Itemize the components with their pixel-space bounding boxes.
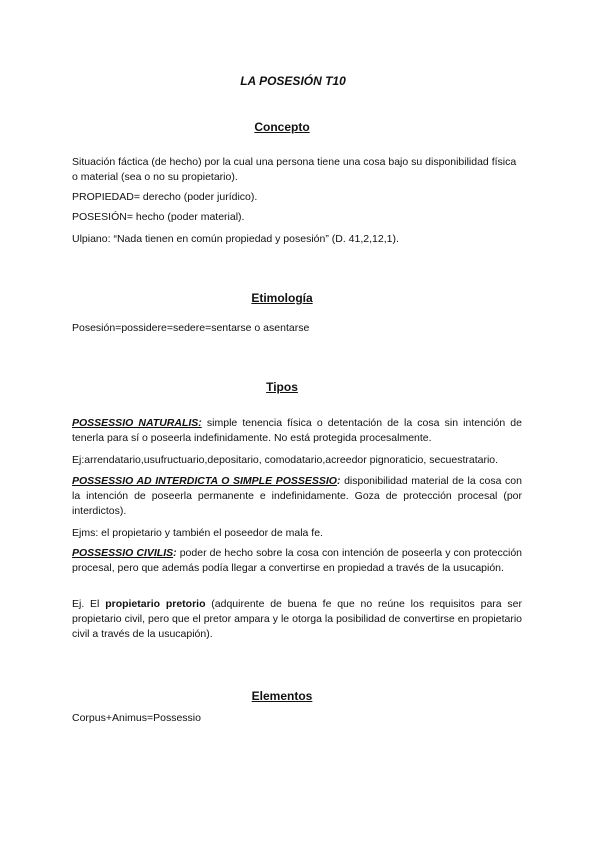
tipo-possessio-naturalis bbox=[72, 416, 522, 446]
concepto-propiedad: PROPIEDAD= derecho (poder jurídico). bbox=[72, 191, 258, 203]
section-heading-tipos: Tipos bbox=[266, 380, 298, 394]
tipo-possessio-ad-interdicta bbox=[72, 474, 522, 519]
section-heading-concepto: Concepto bbox=[254, 120, 310, 134]
tipo-civilis-example bbox=[72, 597, 522, 642]
term-possessio-ad-interdicta: POSSESSIO AD INTERDICTA O SIMPLE POSSESSIO bbox=[72, 475, 337, 487]
section-heading-elementos: Elementos bbox=[251, 689, 313, 703]
tipo-civilis-definition: poder de hecho sobre la cosa con intención de poseerla y con protección procesal, pero que además podía llegar a convertirse en propiedad a través de la usucapión. bbox=[72, 547, 522, 574]
example-prefix: Ej. El bbox=[72, 598, 106, 610]
concepto-ulpiano-quote: Ulpiano: “Nada tienen en común propiedad y posesión” (D. 41,2,12,1). bbox=[72, 233, 399, 245]
term-propietario-pretorio: propietario pretorio bbox=[105, 598, 206, 610]
term-possessio-naturalis: POSSESSIO NATURALIS: bbox=[72, 417, 202, 429]
document-title: LA POSESIÓN T10 bbox=[240, 74, 346, 88]
tipo-interdicta-examples: Ejms: el propietario y también el poseedor de mala fe. bbox=[72, 527, 323, 539]
tipo-naturalis-definition: simple tenencia física o detentación de la cosa sin intención de tenerla para sí o poseerla indefinidamente. No está protegida procesalmente. bbox=[72, 417, 522, 444]
section-heading-etimologia: Etimología bbox=[251, 291, 313, 305]
example-explanation: (adquirente de buena fe que no reúne los requisitos para ser propietario civil, pero que el pretor ampara y le otorga la posibilidad de convertirse en propietario civil a través de la usucapión). bbox=[72, 598, 522, 640]
term-possessio-civilis: POSSESSIO CIVILIS bbox=[72, 547, 174, 559]
tipo-interdicta-definition: disponibilidad material de la cosa con la intención de poseerla permanente e indefinidamente. Goza de protección procesal (por interdictos). bbox=[72, 475, 522, 517]
term-colon: : bbox=[173, 547, 177, 559]
term-colon: : bbox=[336, 475, 341, 487]
concepto-posesion: POSESIÓN= hecho (poder material). bbox=[72, 211, 245, 223]
tipo-naturalis-examples: Ej:arrendatario,usufructuario,depositario, comodatario,acreedor pignoraticio, secuestratario. bbox=[72, 454, 499, 466]
elementos-formula: Corpus+Animus=Possessio bbox=[72, 712, 201, 724]
tipo-possessio-civilis bbox=[72, 546, 522, 576]
concepto-definition: Situación fáctica (de hecho) por la cual una persona tiene una cosa bajo su disponibilidad física o material (sea o no su propietario). bbox=[72, 156, 517, 183]
etimologia-text: Posesión=possidere=sedere=sentarse o asentarse bbox=[72, 322, 310, 334]
